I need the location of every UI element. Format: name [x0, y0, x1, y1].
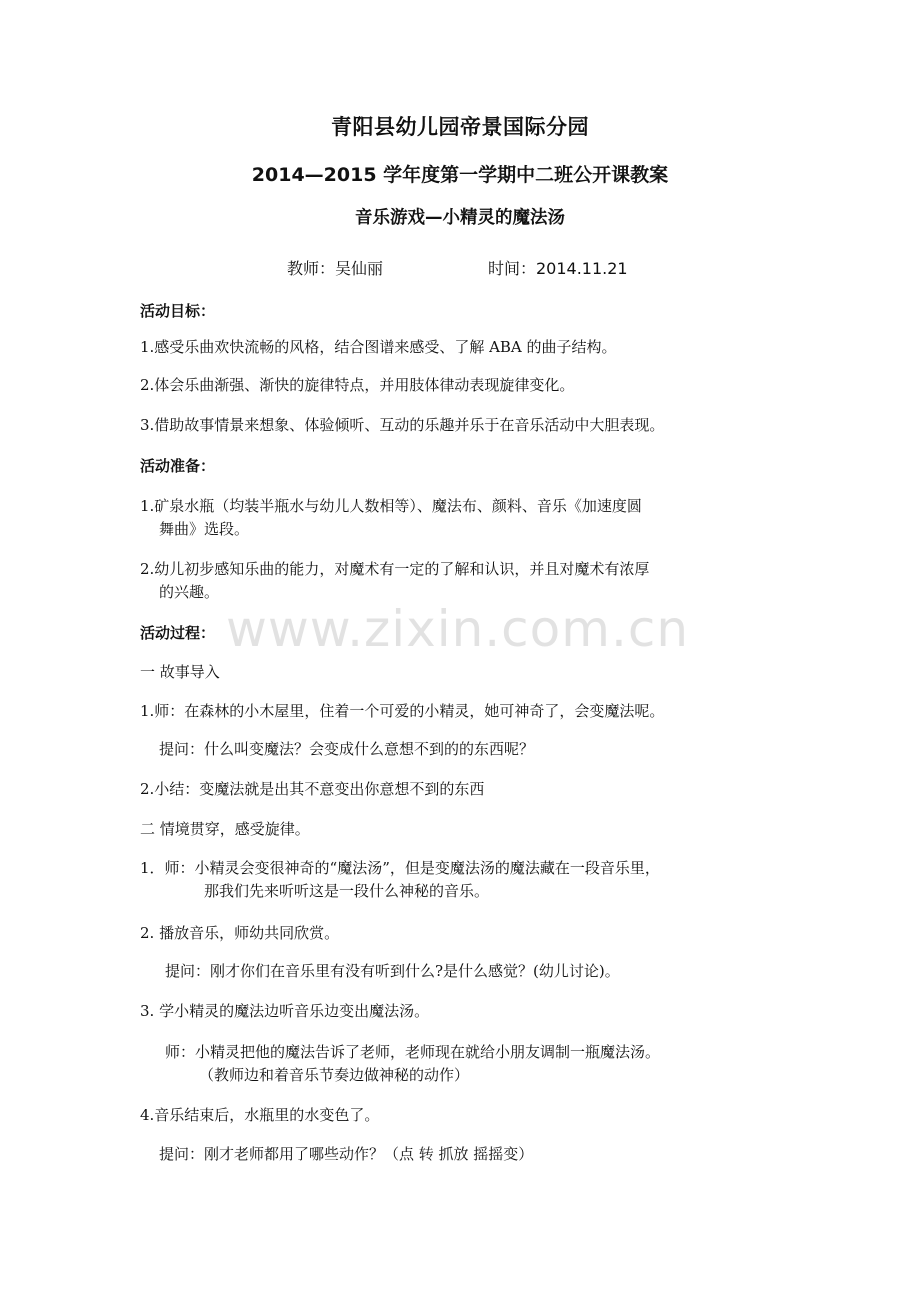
goals-heading: 活动目标： — [140, 302, 216, 320]
process-step-continued: 那我们先来听听这是一段什么神秘的音乐。 — [204, 882, 490, 900]
process-step-detail: 师：小精灵把他的魔法告诉了老师，老师现在就给小朋友调制一瓶魔法汤。 — [165, 1043, 661, 1061]
process-question: 提问：什么叫变魔法？会变成什么意想不到的的东西呢？ — [159, 740, 535, 758]
process-step: 2. 播放音乐，师幼共同欣赏。 — [140, 924, 340, 942]
document-title: 青阳县幼儿园帝景国际分园 — [331, 115, 589, 139]
prep-item-continued: 的兴趣。 — [159, 583, 220, 601]
process-heading: 活动过程： — [140, 624, 216, 642]
lesson-title: 音乐游戏—小精灵的魔法汤 — [355, 208, 565, 228]
prep-item: 1.矿泉水瓶（均装半瓶水与幼儿人数相等）、魔法布、颜料、音乐《加速度圆 — [140, 497, 642, 515]
process-step: 2.小结：变魔法就是出其不意变出你意想不到的东西 — [140, 780, 485, 798]
process-step: 4.音乐结束后，水瓶里的水变色了。 — [140, 1106, 380, 1124]
goal-item: 3.借助故事情景来想象、体验倾听、互动的乐趣并乐于在音乐活动中大胆表现。 — [140, 416, 665, 434]
process-step: 1．师：小精灵会变很神奇的“魔法汤”，但是变魔法汤的魔法藏在一段音乐里， — [140, 859, 660, 877]
watermark: www.zixin.com.cn — [226, 600, 690, 658]
prep-heading: 活动准备： — [140, 457, 216, 475]
teacher-info: 教师：吴仙丽 — [287, 259, 384, 278]
document-subtitle: 2014—2015 学年度第一学期中二班公开课教案 — [251, 164, 669, 186]
process-step-detail-continued: （教师边和着音乐节奏边做神秘的动作） — [199, 1066, 470, 1084]
goal-item: 1.感受乐曲欢快流畅的风格，结合图谱来感受、了解 ABA 的曲子结构。 — [140, 338, 617, 356]
process-question: 提问：刚才老师都用了哪些动作？（点 转 抓放 摇摇变） — [159, 1145, 534, 1163]
process-part-title: 二 情境贯穿，感受旋律。 — [140, 820, 310, 838]
goal-item: 2.体会乐曲渐强、渐快的旋律特点，并用肢体律动表现旋律变化。 — [140, 376, 575, 394]
process-step: 1.师：在森林的小木屋里，住着一个可爱的小精灵，她可神奇了，会变魔法呢。 — [140, 702, 665, 720]
process-step: 3. 学小精灵的魔法边听音乐边变出魔法汤。 — [140, 1002, 430, 1020]
time-info: 时间：2014.11.21 — [488, 259, 628, 278]
prep-item-continued: 舞曲》选段。 — [159, 520, 250, 538]
process-part-title: 一 故事导入 — [140, 663, 220, 681]
process-question: 提问：刚才你们在音乐里有没有听到什么?是什么感觉？(幼儿讨论)。 — [165, 962, 620, 980]
prep-item: 2.幼儿初步感知乐曲的能力，对魔术有一定的了解和认识，并且对魔术有浓厚 — [140, 560, 650, 578]
